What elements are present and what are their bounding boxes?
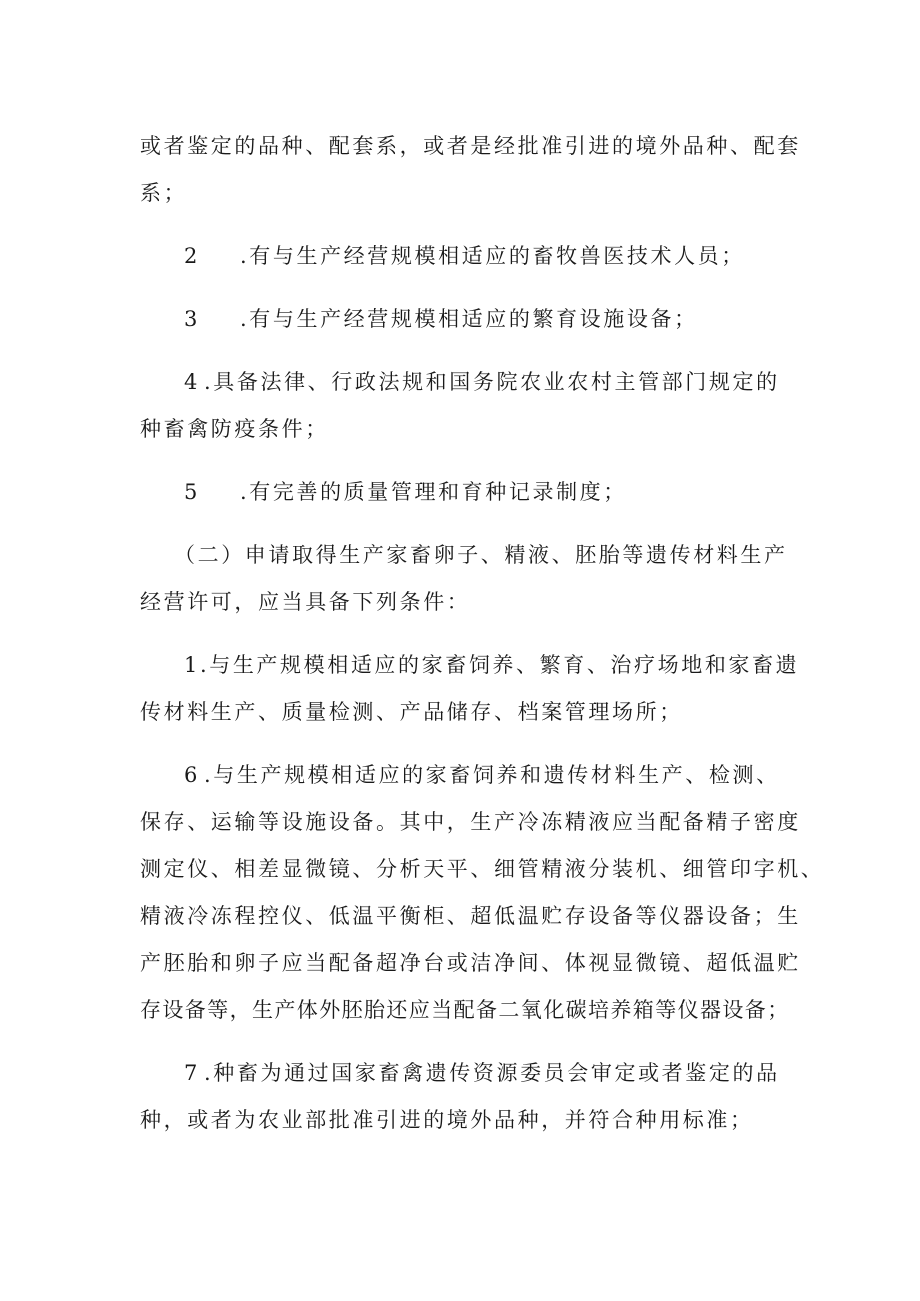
paragraph-line: 测定仪、相差显微镜、分析天平、细管精液分装机、细管印字机、	[140, 857, 825, 881]
list-item-4	[184, 367, 780, 397]
paragraph-line: 精液冷冻程控仪、低温平衡柜、超低温贮存设备等仪器设备；生	[140, 904, 801, 928]
list-text: .有与生产经营规模相适应的畜牧兽医技术人员；	[240, 244, 745, 268]
list-number: 5	[184, 480, 200, 504]
paragraph-line: 种，或者为农业部批准引进的境外品种，并符合种用标准；	[140, 1108, 754, 1132]
list-number: 7	[184, 1061, 200, 1085]
paragraph-line: 种畜禽防疫条件；	[140, 417, 329, 441]
paragraph-line: 传材料生产、质量检测、产品储存、档案管理场所；	[140, 700, 683, 724]
list-text: .与生产规模相适应的家畜饲养和遗传材料生产、检测、	[204, 763, 780, 787]
paragraph-line: 经营许可，应当具备下列条件：	[140, 590, 471, 614]
list-number: 4	[184, 370, 200, 394]
list-number: 6	[184, 763, 200, 787]
paragraph-line: 或者鉴定的品种、配套系，或者是经批准引进的境外品种、配套	[140, 134, 801, 158]
list-text: .有完善的质量管理和育种记录制度；	[240, 480, 627, 504]
list-number: 2	[184, 244, 200, 268]
list-item-6	[184, 760, 780, 790]
section-heading-line: （二）申请取得生产家畜卵子、精液、胚胎等遗传材料生产	[174, 543, 788, 567]
paragraph-line: 产胚胎和卵子应当配备超净台或洁净间、体视显微镜、超低温贮	[140, 951, 801, 975]
list-text: .有与生产经营规模相适应的繁育设施设备；	[240, 307, 698, 331]
list-item-7	[184, 1058, 780, 1088]
paragraph-line: 存设备等，生产体外胚胎还应当配备二氧化碳培养箱等仪器设备；	[140, 998, 790, 1022]
list-number: 3	[184, 307, 200, 331]
list-text: .具备法律、行政法规和国务院农业农村主管部门规定的	[204, 370, 780, 394]
list-item-1: 1.与生产规模相适应的家畜饲养、繁育、治疗场地和家畜遗	[184, 653, 800, 677]
list-text: .种畜为通过国家畜禽遗传资源委员会审定或者鉴定的品	[204, 1061, 780, 1085]
paragraph-line: 保存、运输等设施设备。其中，生产冷冻精液应当配备精子密度	[140, 810, 801, 834]
list-item-3	[184, 304, 698, 334]
list-item-5	[184, 477, 627, 507]
paragraph-line: 系；	[140, 181, 188, 205]
list-item-2	[184, 241, 745, 271]
